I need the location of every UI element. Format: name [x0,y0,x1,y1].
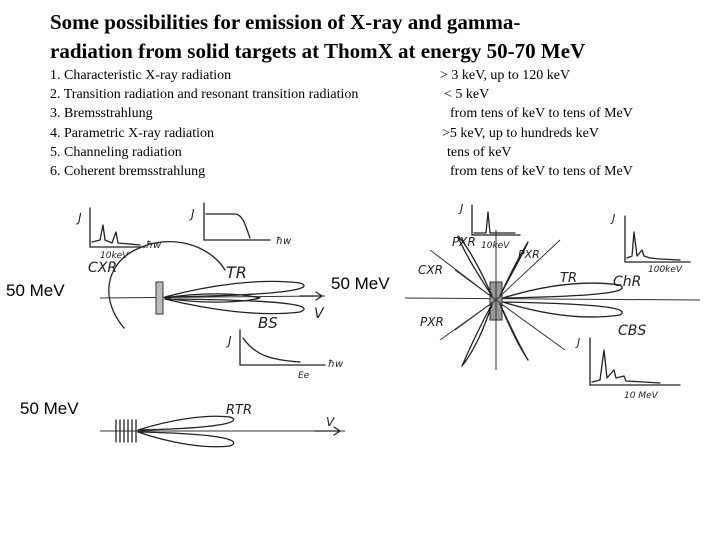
velocity-label: V [314,306,324,322]
chr-label: ChR [613,274,642,290]
cbs-spectrum [592,350,660,383]
tr-x-label: ħw [276,236,292,247]
bs-y-label: J [228,334,232,348]
bs-ee-label: Ee [298,371,310,381]
pxr-spectrum [474,212,515,233]
pxr-y-label: J [460,202,464,215]
energy-label-bottom: 50 MeV [20,399,79,418]
tr-right-label: TR [560,271,577,286]
rtr-label: RTR [226,403,253,418]
chr-lobe-lower [503,302,622,317]
cxr-label: CXR [88,260,118,276]
energy-label-left: 50 MeV [6,281,65,300]
cxr-right-label: CXR [418,263,443,277]
pxr-label-forward: PXR [518,248,540,261]
cbs-label: CBS [618,323,647,339]
rtr-sketch [100,403,345,447]
chr-tick-label: 100keV [648,265,683,275]
target [156,282,163,314]
rtr-velocity-label: V [326,415,335,429]
bs-x-label: ħw [328,359,344,370]
range-item: < 5 keV [444,87,490,103]
range-item: from tens of keV to tens of MeV [450,164,633,180]
crystal-beam-axis [405,298,700,300]
rtr-lobe-lower [138,432,234,447]
pxr-label-top: PXR [452,235,476,249]
list-item: 5. Channeling radiation [50,144,182,160]
range-item: from tens of keV to tens of MeV [450,106,633,122]
cxr-y-label: J [78,211,82,225]
right-sketch [405,202,700,401]
bs-lobe [165,294,260,302]
title-line-2: radiation from solid targets at ThomX at energy 50-70 MeV [50,39,586,63]
bs-label: BS [258,314,278,332]
chr-spectrum [627,232,680,260]
tr-label: TR [226,263,247,282]
energy-label-center: 50 MeV [331,274,390,293]
title-line-1: Some possibilities for emission of X-ray and gamma- [50,10,521,34]
pxr-label-bottom: PXR [420,315,444,329]
list-item: 6. Coherent bremsstrahlung [50,164,206,180]
chr-y-label: J [612,212,616,225]
list-item: 2. Transition radiation and resonant transition radiation [50,87,359,103]
range-item: tens of keV [447,144,512,160]
left-sketch [76,203,344,381]
cxr-tick-label: 10keV [100,251,129,261]
bs-spectrum [243,338,300,362]
tr-spectrum [206,214,250,238]
range-item: > 3 keV, up to 120 keV [440,68,571,83]
list-item: 4. Parametric X-ray radiation [50,125,215,141]
rtr-lobe-upper [138,416,234,430]
cxr-spectrum [92,225,140,245]
list-item: 3. Bremsstrahlung [50,106,153,122]
pxr-lobe-forward-lower [500,304,528,360]
range-item: >5 keV, up to hundreds keV [442,125,599,141]
list-item: 1. Characteristic X-ray radiation [50,68,232,83]
pxr-tick-label: 10keV [481,241,510,251]
cbs-tick-label: 10 MeV [624,391,658,401]
cxr-x-label: ħw [146,240,162,251]
cbs-y-label: J [577,336,581,349]
tr-y-label: J [191,207,195,221]
